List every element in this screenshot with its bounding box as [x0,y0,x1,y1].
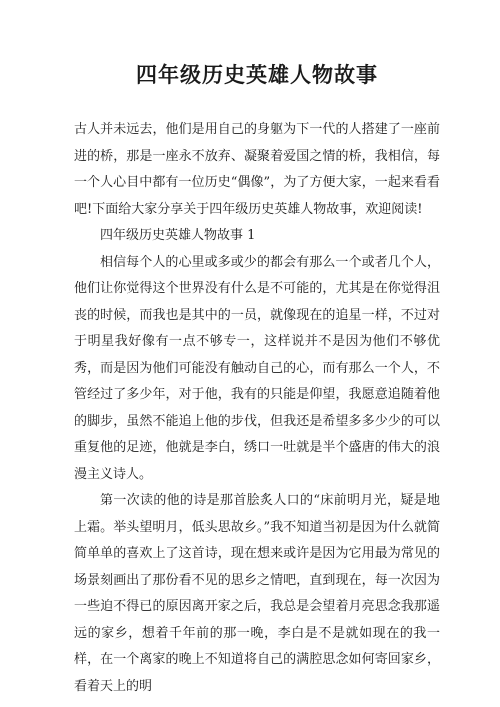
body-paragraph-1: 相信每个人的心里或多或少的都会有那么一个或者几个人，他们让你觉得这个世界没有什么是不可能的，尤其是在你觉得沮丧的时候，而我也是其中的一员，就像现在的追星一样，不过对于明星我好像有一点不够专一，这样说并不是因为他们不够优秀，而是因为他们可能没有触动自己的心，而有那么一个人，不管经过了多少年，对于他，我有的只能是仰望，我愿意追随着他的脚步，虽然不能追上他的步伐，但我还是希望多多少少的可以重复他的足迹，他就是李白，绣口一吐就是半个盛唐的伟大的浪漫主义诗人。 [74,254,440,482]
body-paragraph-2: 第一次读的他的诗是那首脍炙人口的“床前明月光，疑是地上霜。举头望明月，低头思故乡。”我不知道当初是因为什么就简简单单的喜欢上了这首诗，现在想来或许是因为它用最为常见的场景刻画出了那份看不见的思乡之情吧，直到现在，每一次因为一些迫不得已的原因离开家之后，我总是会望着月亮思念我那遥远的家乡，想着千年前的那一晚，李白是不是就如现在的我一样，在一个离家的晚上不知道将自己的满腔思念如何寄回家乡，看着天上的明 [74,493,440,694]
section-heading: 四年级历史英雄人物故事 1 [100,228,256,244]
document-title: 四年级历史英雄人物故事 [136,62,378,87]
intro-paragraph: 古人并未远去，他们是用自己的身躯为下一代的人搭建了一座前进的桥，那是一座永不放弃、凝聚着爱国之情的桥，我相信，每一个人心目中都有一位历史“偶像”，为了方便大家，一起来看看吧!下面给大家分享关于四年级历史英雄人物故事，欢迎阅读! [74,122,440,217]
